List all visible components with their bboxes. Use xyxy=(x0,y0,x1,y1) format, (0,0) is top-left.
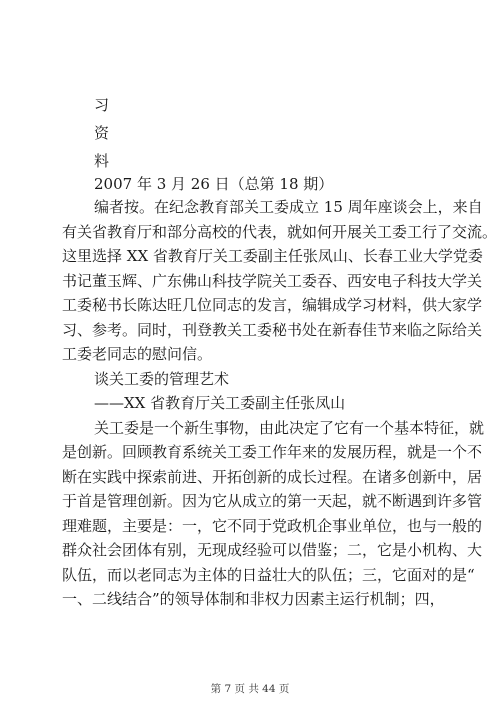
date-line: 2007 年 3 月 26 日（总第 18 期） xyxy=(94,175,334,193)
body-line: 是创新。回顾教育系统关工委工作年来的发展历程，就是一个不 xyxy=(62,443,483,461)
editor-note-line: 工委老同志的慰问信。 xyxy=(62,345,213,363)
editor-note-line: 书记董玉辉、广东佛山科技学院关工委吞、西安电子科技大学关 xyxy=(62,272,483,290)
editor-note-line: 习、参考。同时，刊登教关工委秘书处在新春佳节来临之际给关 xyxy=(62,321,483,339)
heading-char-3: 料 xyxy=(94,152,110,170)
body-line: 关工委是一个新生事物，由此决定了它有一个基本特征，就 xyxy=(94,419,485,437)
editor-note-line: 编者按。在纪念教育部关工委成立 15 周年座谈会上，来自 xyxy=(94,198,483,216)
body-line: 断在实践中探索前进、开拓创新的成长过程。在诸多创新中，居 xyxy=(62,468,483,486)
editor-note-line: 工委秘书长陈达旺几位同志的发言，编辑成学习材料，供大家学 xyxy=(62,296,483,314)
article-title: 谈关工委的管理艺术 xyxy=(94,370,230,388)
body-line: 一、二线结合”的领导体制和非权力因素主运行机制；四， xyxy=(62,590,445,608)
heading-char-1: 习 xyxy=(94,96,110,114)
body-line: 队伍，而以老同志为主体的日益壮大的队伍；三，它面对的是“ xyxy=(62,566,475,584)
editor-note-line: 这里选择 XX 省教育厅关工委副主任张凤山、长春工业大学党委 xyxy=(62,247,483,265)
body-line: 理难题，主要是：一，它不同于党政机企事业单位，也与一般的 xyxy=(62,517,483,535)
heading-char-2: 资 xyxy=(94,124,110,142)
article-author: ——XX 省教育厅关工委副主任张凤山 xyxy=(94,394,346,412)
body-line: 群众社会团体有别，无现成经验可以借鉴；二，它是小机构、大 xyxy=(62,541,483,559)
body-line: 于首是管理创新。因为它从成立的第一天起，就不断遇到许多管 xyxy=(62,492,483,510)
editor-note-line: 有关省教育厅和部分高校的代表，就如何开展关工委工行了交流。 xyxy=(62,223,498,241)
page-footer: 第 7 页 共 44 页 xyxy=(210,683,290,695)
